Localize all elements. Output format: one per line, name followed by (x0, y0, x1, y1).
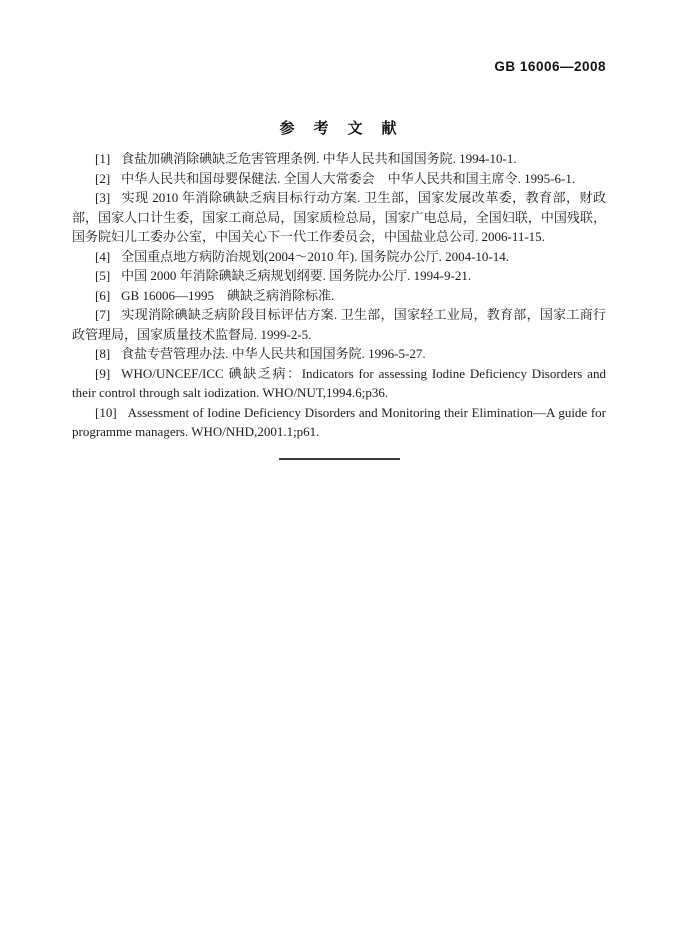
reference-label: [3] (95, 190, 111, 205)
reference-text: 食盐加碘消除碘缺乏危害管理条例. 中华人民共和国国务院. 1994-10-1. (121, 151, 517, 166)
reference-item (72, 344, 606, 364)
reference-label: [8] (95, 346, 111, 361)
reference-text: 食盐专营管理办法. 中华人民共和国国务院. 1996-5-27. (121, 346, 426, 361)
section-title: 参 考 文 献 (279, 121, 399, 137)
reference-text: 全国重点地方病防治规划(2004～2010 年). 国务院办公厅. 2004-10-14. (121, 248, 509, 264)
reference-label: [5] (95, 268, 111, 283)
reference-item (72, 266, 606, 286)
reference-item (72, 403, 606, 442)
reference-label: [7] (95, 307, 111, 322)
reference-text: 实现消除碘缺乏病阶段目标评估方案. 卫生部，国家轻工业局，教育部，国家工商行政管理局，国家质量技术监督局. 1999-2-5. (72, 307, 606, 342)
reference-item (72, 149, 606, 169)
reference-text: GB 16006—1995 碘缺乏病消除标准. (121, 287, 335, 303)
page-header (72, 60, 606, 74)
reference-text: 实现 2010 年消除碘缺乏病目标行动方案. 卫生部，国家发展改革委，教育部，财政部，国家人口计生委，国家工商总局，国家质检总局，国家广电总局，全国妇联，中国残联，国务院妇儿工委办公室，中国关心下一代工作委员会，中国盐业总公司. 2006-11-15. (72, 190, 606, 244)
reference-item (72, 305, 606, 344)
reference-label: [6] (95, 287, 111, 303)
reference-item (72, 247, 606, 267)
reference-text: WHO/UNCEF/ICC 碘缺乏病：Indicators for assessing Iodine Deficiency Disorders and their control through salt iodization. WHO/NUT,1994.6;p36. (72, 365, 606, 400)
reference-item (72, 286, 606, 306)
reference-label: [9] (95, 365, 111, 381)
reference-text: Assessment of Iodine Deficiency Disorders and Monitoring their Elimination—A guide for programme managers. WHO/NHD,2001.1;p61. (72, 404, 606, 439)
reference-item (72, 188, 606, 247)
reference-label: [4] (95, 248, 111, 264)
end-of-document-divider (279, 458, 400, 460)
reference-label: [1] (95, 151, 111, 166)
reference-item (72, 169, 606, 189)
reference-label: [10] (95, 404, 117, 420)
standard-number: GB 16006—2008 (494, 59, 606, 74)
reference-label: [2] (95, 170, 111, 186)
references-list (72, 149, 606, 442)
reference-text: 中华人民共和国母婴保健法. 全国人大常委会 中华人民共和国主席令. 1995-6-1. (121, 170, 576, 186)
reference-text: 中国 2000 年消除碘缺乏病规划纲要. 国务院办公厅. 1994-9-21. (121, 268, 472, 283)
reference-item (72, 364, 606, 403)
